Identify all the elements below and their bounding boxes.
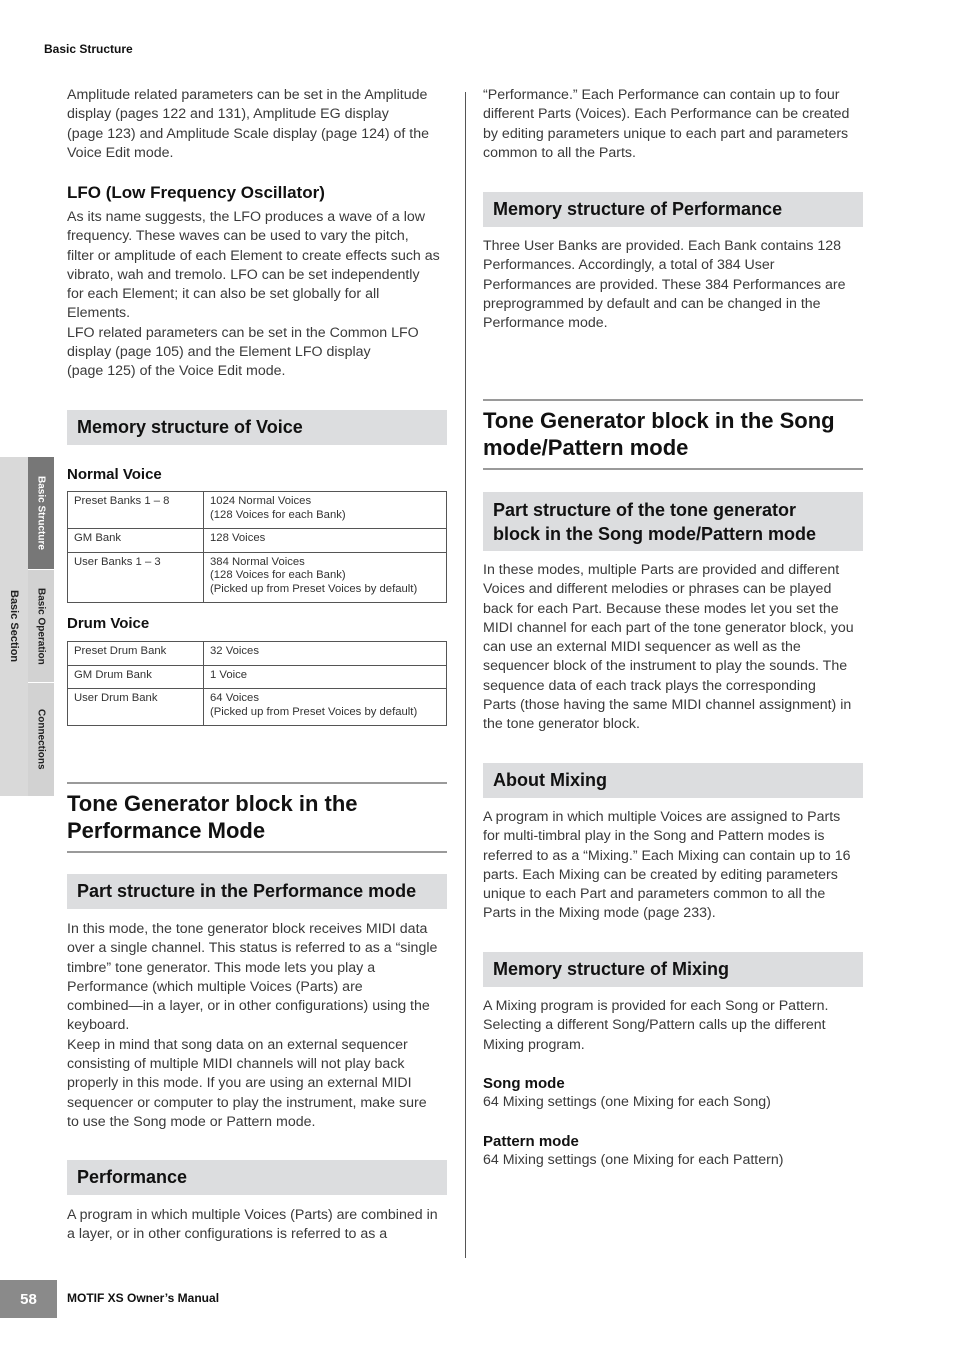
- memory-performance-heading: Memory structure of Performance: [483, 192, 863, 227]
- table-cell: Preset Drum Bank: [68, 642, 204, 666]
- about-mixing-paragraph: A program in which multiple Voices are assigned to Parts for multi-timbral play in the Song and Pattern modes is referred to as a “Mixing.” Each Mixing can contain up to 16 parts. Each Mixing can be created by editing parameters unique to each Part and parameters common to all the Parts in the Mixing mode (page 233).: [483, 809, 851, 922]
- part-performance-paragraph: In this mode, the tone generator block receives MIDI data over a single channel. This status is referred to as a “single timbre” tone generator. This mode lets you play a Performance (which multiple Voices (Parts) are combined—in a layer, or in other configurations) using the keyboard. Keep in mind that song data on an external sequencer consisting of multiple MIDI channels will not play back properly in this mode. If you are using an external MIDI sequencer or computer to play the instrument, make sure to use the Song mode or Pattern mode.: [67, 921, 438, 1130]
- table-cell: User Banks 1 – 3: [68, 552, 204, 603]
- performance-continued-paragraph: “Performance.” Each Performance can contain up to four different Parts (Voices). Each Performance can be created by editing parameters unique to each part and parameters common to all the Parts.: [483, 87, 850, 161]
- table-cell: 128 Voices: [204, 529, 447, 553]
- table-cell: 1024 Normal Voices (128 Voices for each Bank): [204, 492, 447, 529]
- tab-label: Basic Operation: [35, 587, 47, 665]
- normal-voice-table: [67, 491, 447, 603]
- section-label-text: Basic Section: [8, 590, 20, 663]
- table-row: [68, 642, 447, 666]
- normal-voice-heading: Normal Voice: [67, 466, 162, 483]
- lfo-heading: LFO (Low Frequency Oscillator): [67, 183, 325, 202]
- table-cell: User Drum Bank: [68, 689, 204, 726]
- table-cell: Preset Banks 1 – 8: [68, 492, 204, 529]
- memory-performance-paragraph: Three User Banks are provided. Each Bank contains 128 Performances. Accordingly, a total of 384 User Performances are provided. These 384 Performances are preprogrammed by default and can be changed in the Performance mode.: [483, 238, 846, 332]
- page-number: 58: [0, 1280, 57, 1318]
- song-mode-heading: Song mode: [483, 1075, 565, 1092]
- performance-heading: Performance: [67, 1160, 447, 1195]
- song-block-heading: Tone Generator block in the Song mode/Pattern mode: [483, 399, 863, 470]
- tab-label: Basic Structure: [35, 476, 47, 550]
- memory-voice-heading: Memory structure of Voice: [67, 410, 447, 445]
- table-row: [68, 552, 447, 603]
- drum-voice-heading: Drum Voice: [67, 615, 150, 632]
- table-row: [68, 665, 447, 689]
- side-tabs: [0, 457, 54, 796]
- section-label: [0, 457, 28, 796]
- tab-basic-structure[interactable]: [28, 457, 54, 570]
- pattern-mode-text: 64 Mixing settings (one Mixing for each Pattern): [483, 1152, 784, 1168]
- table-row: [68, 529, 447, 553]
- amplitude-paragraph: Amplitude related parameters can be set in the Amplitude display (pages 122 and 131), Amplitude EG display (page 123) and Amplitude Scale display (page 124) of the Voice Edit mode.: [67, 87, 430, 161]
- part-performance-heading: Part structure in the Performance mode: [67, 874, 447, 909]
- table-cell: GM Bank: [68, 529, 204, 553]
- performance-block-heading: Tone Generator block in the Performance Mode: [67, 782, 447, 853]
- tab-label: Connections: [35, 709, 47, 770]
- about-mixing-heading: About Mixing: [483, 763, 863, 798]
- tab-basic-operation[interactable]: [28, 570, 54, 683]
- manual-title: MOTIF XS Owner’s Manual: [67, 1291, 220, 1305]
- part-song-paragraph: In these modes, multiple Parts are provided and different Voices and different melodies or phrases can be played back for each Part. Because these modes let you set the MIDI channel for each part of the tone generator block, you can use an external MIDI sequencer as well as the sequencer block of the instrument to play the sounds. The sequence data of each track plays the corresponding Parts (those having the same MIDI channel assignment) in the tone generator block.: [483, 562, 854, 733]
- table-row: [68, 689, 447, 726]
- part-song-heading: Part structure of the tone generator block in the Song mode/Pattern mode: [483, 492, 863, 551]
- song-mode-text: 64 Mixing settings (one Mixing for each Song): [483, 1094, 771, 1110]
- table-cell: 64 Voices (Picked up from Preset Voices by default): [204, 689, 447, 726]
- table-cell: GM Drum Bank: [68, 665, 204, 689]
- pattern-mode-heading: Pattern mode: [483, 1133, 579, 1150]
- lfo-paragraph: As its name suggests, the LFO produces a wave of a low frequency. These waves can be used to vary the pitch, filter or amplitude of each Element to create effects such as vibrato, wah and tremolo. LFO can be set independently for each Element; it can also be set globally for all Elements. LFO related parameters can be set in the Common LFO display (page 105) and the Element LFO display (page 125) of the Voice Edit mode.: [67, 209, 440, 380]
- table-row: [68, 492, 447, 529]
- memory-mixing-paragraph: A Mixing program is provided for each Song or Pattern. Selecting a different Song/Pattern calls up the different Mixing program.: [483, 998, 829, 1053]
- table-cell: 1 Voice: [204, 665, 447, 689]
- memory-mixing-heading: Memory structure of Mixing: [483, 952, 863, 987]
- table-cell: 32 Voices: [204, 642, 447, 666]
- performance-paragraph: A program in which multiple Voices (Parts) are combined in a layer, or in other configurations is referred to as a: [67, 1207, 438, 1243]
- drum-voice-table: [67, 641, 447, 726]
- running-head: Basic Structure: [44, 42, 133, 56]
- table-cell: 384 Normal Voices (128 Voices for each Bank) (Picked up from Preset Voices by default): [204, 552, 447, 603]
- tab-connections[interactable]: [28, 683, 54, 797]
- column-divider: [465, 92, 466, 1258]
